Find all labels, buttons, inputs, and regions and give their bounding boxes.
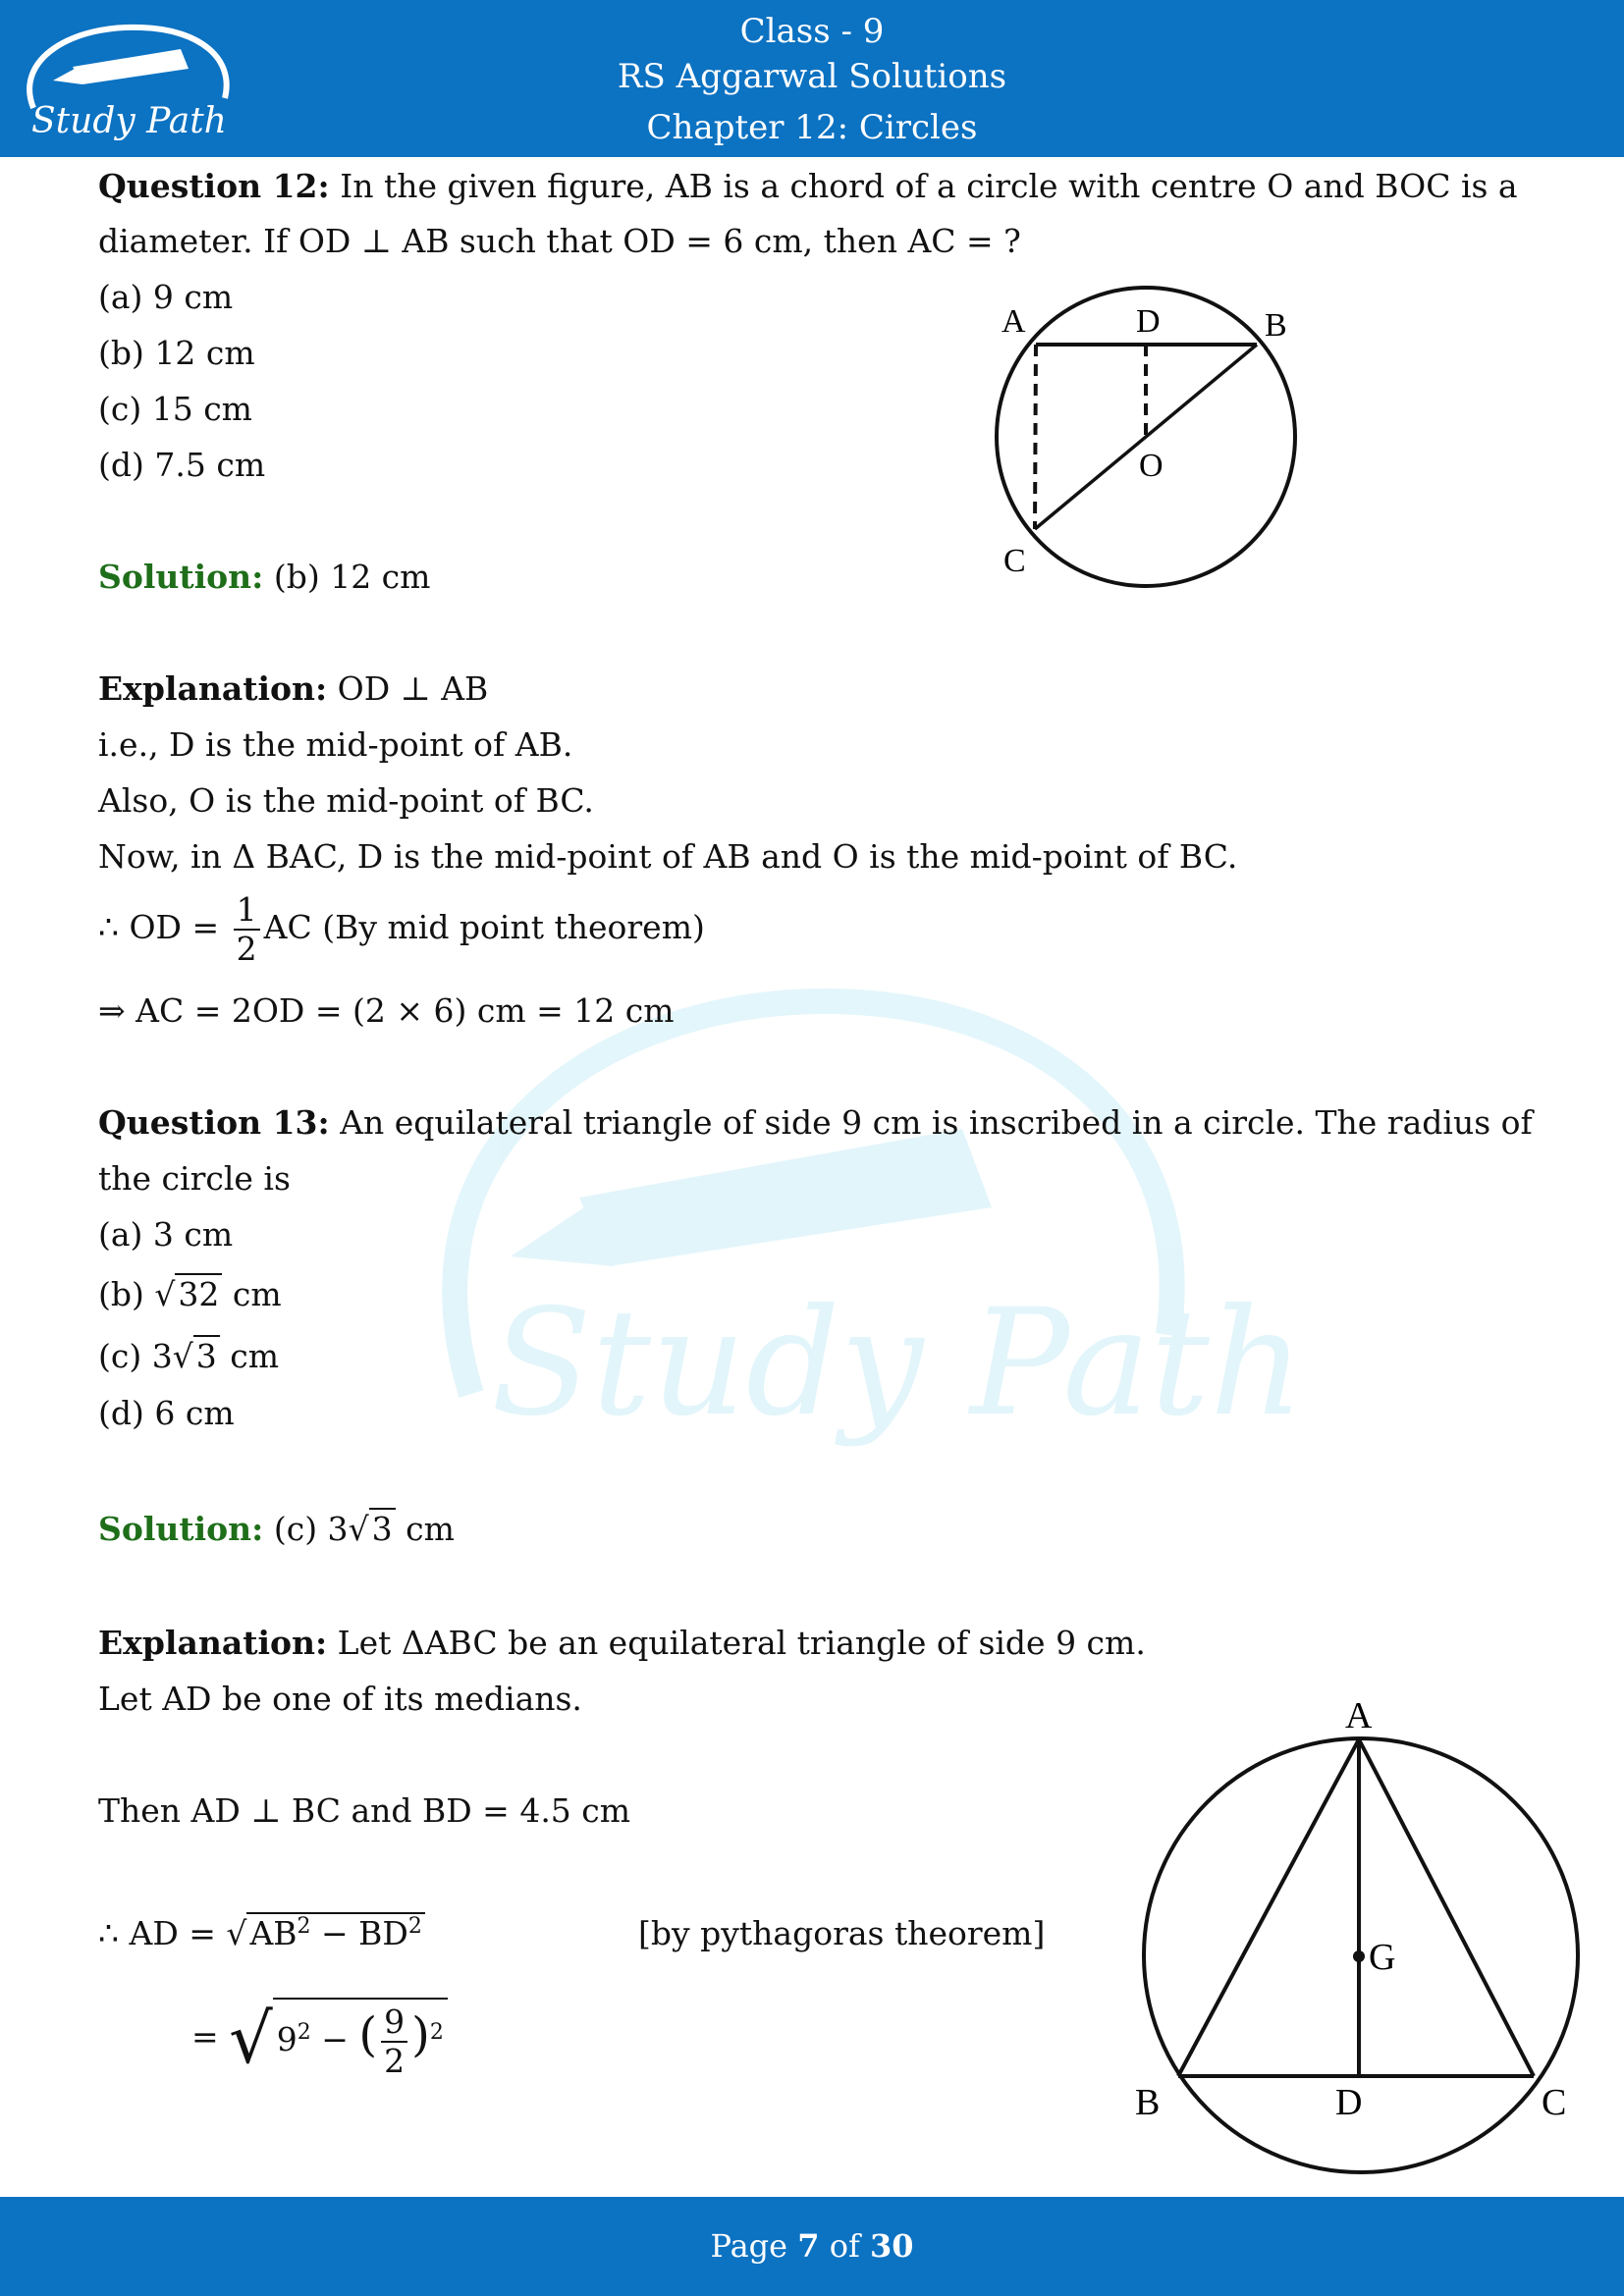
q12-exp-2: i.e., D is the mid-point of AB. — [98, 725, 573, 764]
q12-label-c: C — [1003, 543, 1026, 579]
page-footer — [0, 2197, 1624, 2296]
q13-exp-2: Let AD be one of its medians. — [98, 1680, 582, 1718]
q12-exp-4: Now, in Δ BAC, D is the mid-point of AB and O is the mid-point of BC. — [98, 837, 1238, 876]
q12-exp-5-post: AC (By mid point theorem) — [263, 908, 705, 946]
q13-exp-5-den: 2 — [384, 2042, 406, 2080]
q13-option-c-pre: (c) 3 — [98, 1337, 173, 1375]
q13-text-2: the circle is — [98, 1159, 291, 1198]
q13-exp-4-sqrt: $√AB^2 - BD^2$ — [226, 1912, 424, 1955]
q13-exp-3: Then AD ⊥ BC and BD = 4.5 cm — [98, 1791, 631, 1830]
q13-exp-5-outer-sup: 2 — [429, 2020, 444, 2045]
q13-exp-5-base: 9 — [276, 2020, 298, 2058]
q12-label-d: D — [1136, 303, 1161, 340]
q12-solution — [98, 556, 430, 599]
q13-option-c-sqrt: √3 — [173, 1335, 220, 1378]
q13-option-d: (d) 6 cm — [98, 1394, 235, 1432]
footer-page-number: 7 — [797, 2227, 820, 2265]
q13-option-c-radicand: 3 — [193, 1335, 220, 1375]
q12-label-a: A — [1001, 303, 1026, 340]
q13-option-b-pre: (b) — [98, 1275, 155, 1313]
watermark-logo — [412, 982, 1305, 1492]
q12-fraction-den: 2 — [236, 930, 257, 968]
q12-label: Question 12: — [98, 167, 330, 205]
q13-solution-radicand: 3 — [369, 1508, 396, 1548]
q13-circle-figure — [1129, 1688, 1600, 2179]
q13-label-c: C — [1542, 2082, 1567, 2123]
q12-option-a: (a) 9 cm — [98, 278, 234, 316]
header-chapter: Chapter 12: Circles — [646, 108, 978, 147]
q13-exp-4-radicand — [246, 1912, 424, 1952]
q12-fraction — [234, 891, 260, 968]
q13-option-a: (a) 3 cm — [98, 1215, 234, 1254]
q13-solution — [98, 1508, 455, 1551]
svg-text:Study Path: Study Path — [491, 1278, 1305, 1449]
q13-option-c-post: cm — [219, 1337, 280, 1375]
q12-exp-3: Also, O is the mid-point of BC. — [98, 781, 594, 820]
q13-exp-1: Let ΔABC be an equilateral triangle of side 9 cm. — [327, 1624, 1146, 1662]
q13-exp-4-ab: AB — [249, 1914, 298, 1952]
q13-exp-5-pre: = — [191, 2017, 230, 2056]
q13-explanation-label: Explanation: — [98, 1624, 328, 1662]
q13-exp-5-fraction — [381, 2003, 407, 2080]
q12-exp-1: OD ⊥ AB — [327, 669, 489, 708]
q13-option-b-radicand: 32 — [175, 1273, 222, 1313]
q12-question — [98, 165, 1518, 208]
q13-solution-sqrt: √3 — [349, 1508, 396, 1551]
q13-exp-4-pre: ∴ AD = — [98, 1914, 227, 1952]
q13-text-1: An equilateral triangle of side 9 cm is inscribed in a circle. The radius of — [329, 1103, 1533, 1142]
q13-exp-5-sup: 2 — [297, 2020, 311, 2045]
q13-exp-5-minus: − — [310, 2020, 359, 2058]
q12-label-o: O — [1139, 448, 1164, 484]
q12-solution-value: (b) 12 cm — [263, 558, 431, 596]
q13-solution-post: cm — [395, 1510, 455, 1548]
q13-exp-4-bd: − BD — [310, 1914, 408, 1952]
q13-label-a: A — [1345, 1695, 1373, 1736]
q12-label-b: B — [1265, 307, 1287, 344]
footer-page-word: Page — [710, 2227, 798, 2265]
q13-exp-4-sup-1: 2 — [297, 1914, 311, 1939]
q12-fraction-num: 1 — [234, 891, 260, 931]
q13-solution-pre: (c) 3 — [263, 1510, 349, 1548]
q13-label-d: D — [1335, 2082, 1363, 2123]
q12-option-d: (d) 7.5 cm — [98, 446, 266, 484]
q12-exp-5 — [98, 891, 705, 968]
q12-text-1: In the given figure, AB is a chord of a circle with centre O and BOC is a — [329, 167, 1518, 205]
q13-label-g: G — [1369, 1937, 1396, 1978]
q13-exp-4-sup-2: 2 — [407, 1914, 422, 1939]
svg-text:Study Path: Study Path — [31, 101, 227, 141]
q13-exp-5-num: 9 — [381, 2003, 407, 2043]
q12-explanation-label: Explanation: — [98, 669, 328, 708]
footer-total-pages: 30 — [869, 2227, 914, 2265]
q13-option-b-post: cm — [222, 1275, 282, 1313]
q13-exp-4-note: [by pythagoras theorem] — [638, 1914, 1046, 1952]
q13-solution-label: Solution: — [98, 1510, 264, 1548]
q12-text-2: diameter. If OD ⊥ AB such that OD = 6 cm, then AC = ? — [98, 222, 1021, 260]
q12-exp-6: ⇒ AC = 2OD = (2 × 6) cm = 12 cm — [98, 991, 675, 1030]
q12-solution-label: Solution: — [98, 558, 264, 596]
q13-exp-4 — [98, 1912, 425, 1955]
q13-option-c — [98, 1335, 279, 1378]
page-header — [0, 0, 1624, 157]
q12-option-c: (c) 15 cm — [98, 390, 252, 428]
q12-exp-5-pre: ∴ OD = — [98, 908, 230, 946]
q12-circle-figure — [992, 275, 1306, 599]
q13-exp-5 — [191, 1983, 448, 2093]
q13-explanation — [98, 1622, 1146, 1665]
q13-exp-5-radicand: $9^2$ − ( $\frac{9}{2}$ )$^2$ — [273, 1998, 448, 2080]
header-book: RS Aggarwal Solutions — [617, 57, 1007, 96]
q12-option-b: (b) 12 cm — [98, 334, 255, 372]
header-class: Class - 9 — [739, 12, 885, 51]
q13-question — [98, 1101, 1533, 1145]
q13-exp-5-radical: √ — [229, 1999, 273, 2079]
q13-label: Question 13: — [98, 1103, 330, 1142]
q13-option-b — [98, 1273, 282, 1316]
q13-option-b-sqrt: √32 — [154, 1273, 222, 1316]
q13-label-b: B — [1135, 2082, 1161, 2123]
footer-of-word: of — [819, 2227, 870, 2265]
q12-explanation — [98, 667, 488, 711]
